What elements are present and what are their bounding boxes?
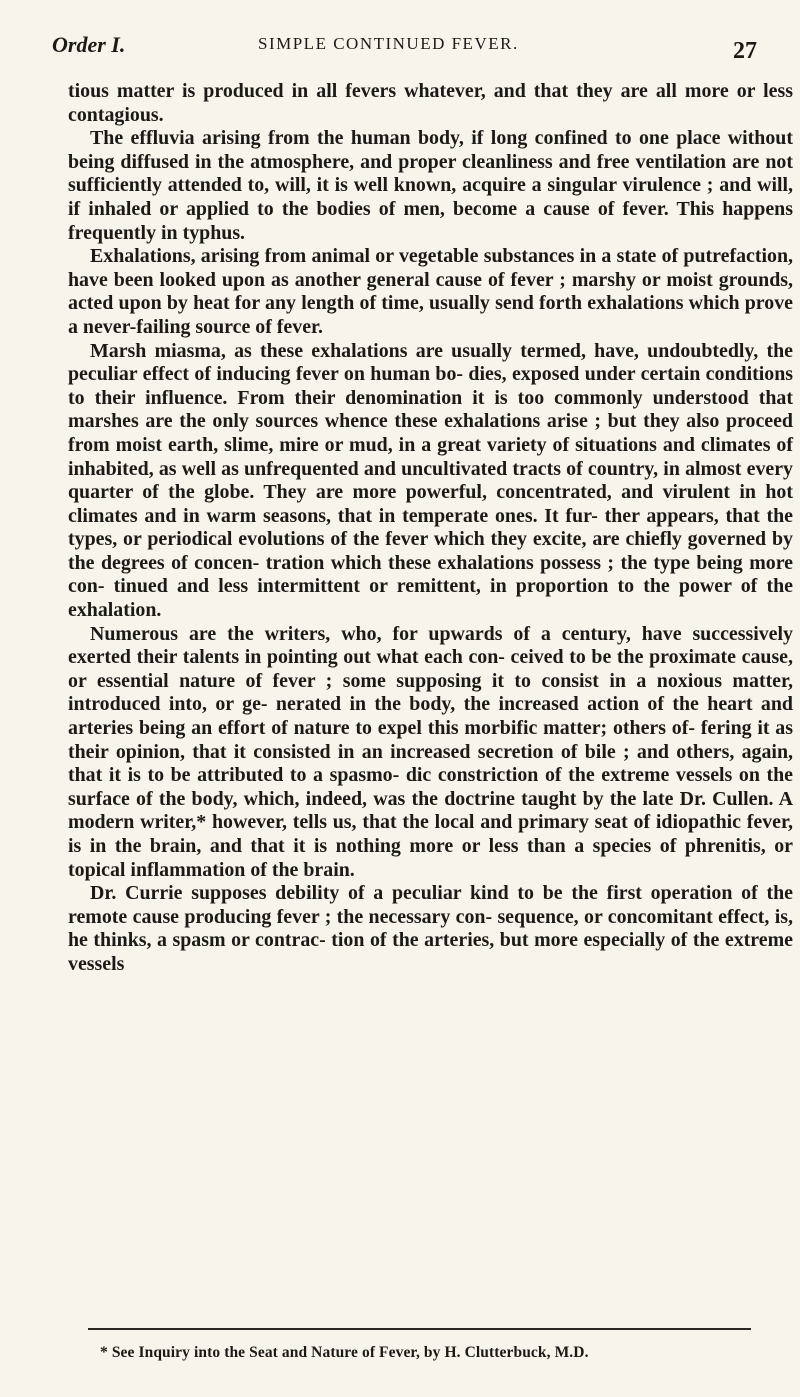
- chapter-title: SIMPLE CONTINUED FEVER.: [258, 34, 519, 53]
- body-text: [68, 80, 793, 977]
- paragraph-2: The effluvia arising from the human body, if long confined to one place without being diffused in the atmosphere, and proper cleanliness and free ventilation are not sufficiently attended to, will, it is well known, acquire a singular virulence ; and will, if inhaled or applied to the bodies of men, become a cause of fever. This happens frequently in typhus.: [68, 127, 793, 244]
- paragraph-5: Numerous are the writers, who, for upwards of a century, have successively exerted their talents in pointing out what each con- ceived to be the proximate cause, or essential nature of fever ; some supposing it to consist in a noxious matter, introduced into, or ge- nerated in the body, the increased action of the heart and arteries being an effort of nature to expel this morbific matter; others of- fering it as their opinion, that it consisted in an increased secretion of bile ; and others, again, that it is to be attributed to a spasmo- dic constriction of the extreme vessels on the surface of the body, which, indeed, was the doctrine taught by the late Dr. Cullen. A modern writer,* however, tells us, that the local and primary seat of idiopathic fever, is in the brain, and that it is nothing more or less than a species of phrenitis, or topical inflammation of the brain.: [68, 622, 793, 881]
- footnote: * See Inquiry into the Seat and Nature of Fever, by H. Clutterbuck, M.D.: [100, 1344, 589, 1361]
- footnote-rule: [88, 1328, 751, 1330]
- paragraph-1: tious matter is produced in all fevers whatever, and that they are all more or less contagious.: [68, 80, 793, 126]
- paragraph-6: Dr. Currie supposes debility of a peculiar kind to be the first operation of the remote cause producing fever ; the necessary con- sequence, or concomitant effect, is, he thinks, a spasm or contrac- tion of the arteries, but more especially of the extreme vessels: [68, 882, 793, 975]
- paragraph-3: Exhalations, arising from animal or vegetable substances in a state of putrefaction, have been looked upon as another general cause of fever ; marshy or moist grounds, acted upon by heat for any length of time, usually send forth exhalations which prove a never-failing source of fever.: [68, 245, 793, 338]
- running-head: [50, 26, 790, 64]
- paragraph-4: Marsh miasma, as these exhalations are usually termed, have, undoubtedly, the peculiar effect of inducing fever on human bo- dies, exposed under certain conditions to their influence. From their denomination it is too commonly understood that marshes are the only sources whence these exhalations arise ; but they also proceed from moist earth, slime, mire or mud, in a great variety of situations and climates of inhabited, as well as unfrequented and uncultivated tracts of country, in almost every quarter of the globe. They are more powerful, concentrated, and virulent in hot climates and in warm seasons, that in temperate ones. It fur- ther appears, that the types, or periodical evolutions of the fever which they excite, are chiefly governed by the degrees of concen- tration which these exhalations possess ; the type being more con- tinued and less intermittent or remittent, in proportion to the power of the exhalation.: [68, 339, 793, 622]
- page-number: 27: [733, 38, 757, 64]
- order-label: Order I.: [52, 32, 126, 57]
